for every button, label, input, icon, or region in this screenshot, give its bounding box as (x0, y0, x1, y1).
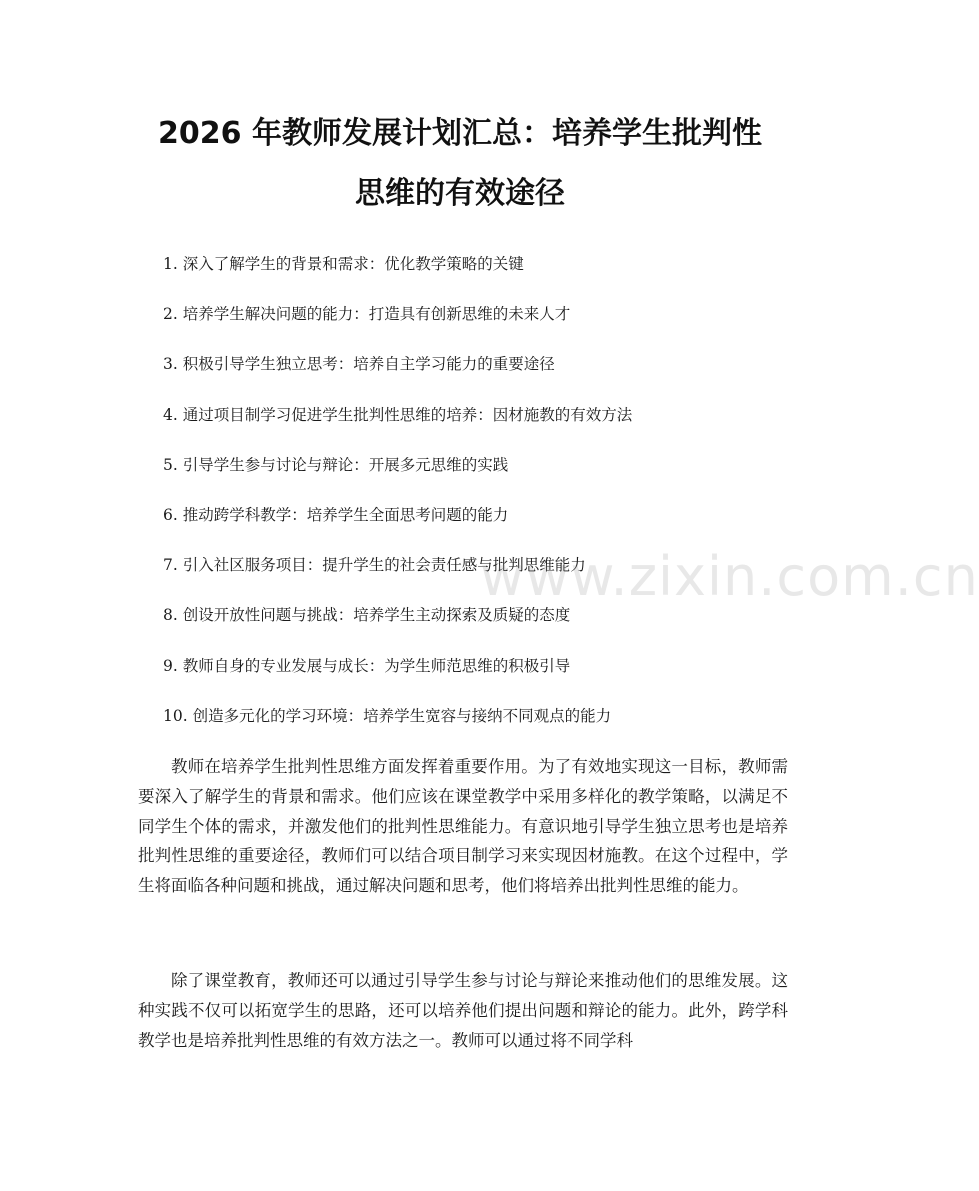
title-line-2: 思维的有效途径 (355, 176, 565, 211)
body-paragraph-1: 教师在培养学生批判性思维方面发挥着重要作用。为了有效地实现这一目标，教师需要深入了解学生的背景和需求。他们应该在课堂教学中采用多样化的教学策略，以满足不同学生个体的需求，并激发他们的批判性思维能力。有意识地引导学生独立思考也是培养批判性思维的重要途径，教师们可以结合项目制学习来实现因材施教。在这个过程中，学生将面临各种问题和挑战，通过解决问题和思考，他们将培养出批判性思维的能力。 (138, 757, 788, 896)
outline-item-1: 1. 深入了解学生的背景和需求：优化教学策略的关键 (163, 255, 524, 273)
body-paragraph-2: 除了课堂教育，教师还可以通过引导学生参与讨论与辩论来推动他们的思维发展。这种实践不仅可以拓宽学生的思路，还可以培养他们提出问题和辩论的能力。此外，跨学科教学也是培养批判性思维的有效方法之一。教师可以通过将不同学科 (138, 971, 788, 1050)
outline-item-6: 6. 推动跨学科教学：培养学生全面思考问题的能力 (163, 505, 509, 524)
outline-list (163, 250, 632, 752)
document-title (120, 104, 800, 224)
outline-item-9: 9. 教师自身的专业发展与成长：为学生师范思维的积极引导 (163, 656, 571, 675)
outline-item-4: 4. 通过项目制学习促进学生批判性思维的培养：因材施教的有效方法 (163, 405, 633, 424)
title-line-1: 2026 年教师发展计划汇总：培养学生批判性 (158, 116, 762, 151)
watermark: www.zixin.com.cn (480, 545, 979, 608)
outline-item-7: 7. 引入社区服务项目：提升学生的社会责任感与批判思维能力 (163, 556, 586, 575)
outline-item-2: 2. 培养学生解决问题的能力：打造具有创新思维的未来人才 (163, 305, 571, 324)
outline-item-5: 5. 引导学生参与讨论与辩论：开展多元思维的实践 (163, 455, 509, 474)
outline-item-10: 10. 创造多元化的学习环境：培养学生宽容与接纳不同观点的能力 (163, 706, 612, 725)
outline-item-8: 8. 创设开放性问题与挑战：培养学生主动探索及质疑的态度 (163, 606, 571, 625)
outline-item-3: 3. 积极引导学生独立思考：培养自主学习能力的重要途径 (163, 355, 555, 374)
